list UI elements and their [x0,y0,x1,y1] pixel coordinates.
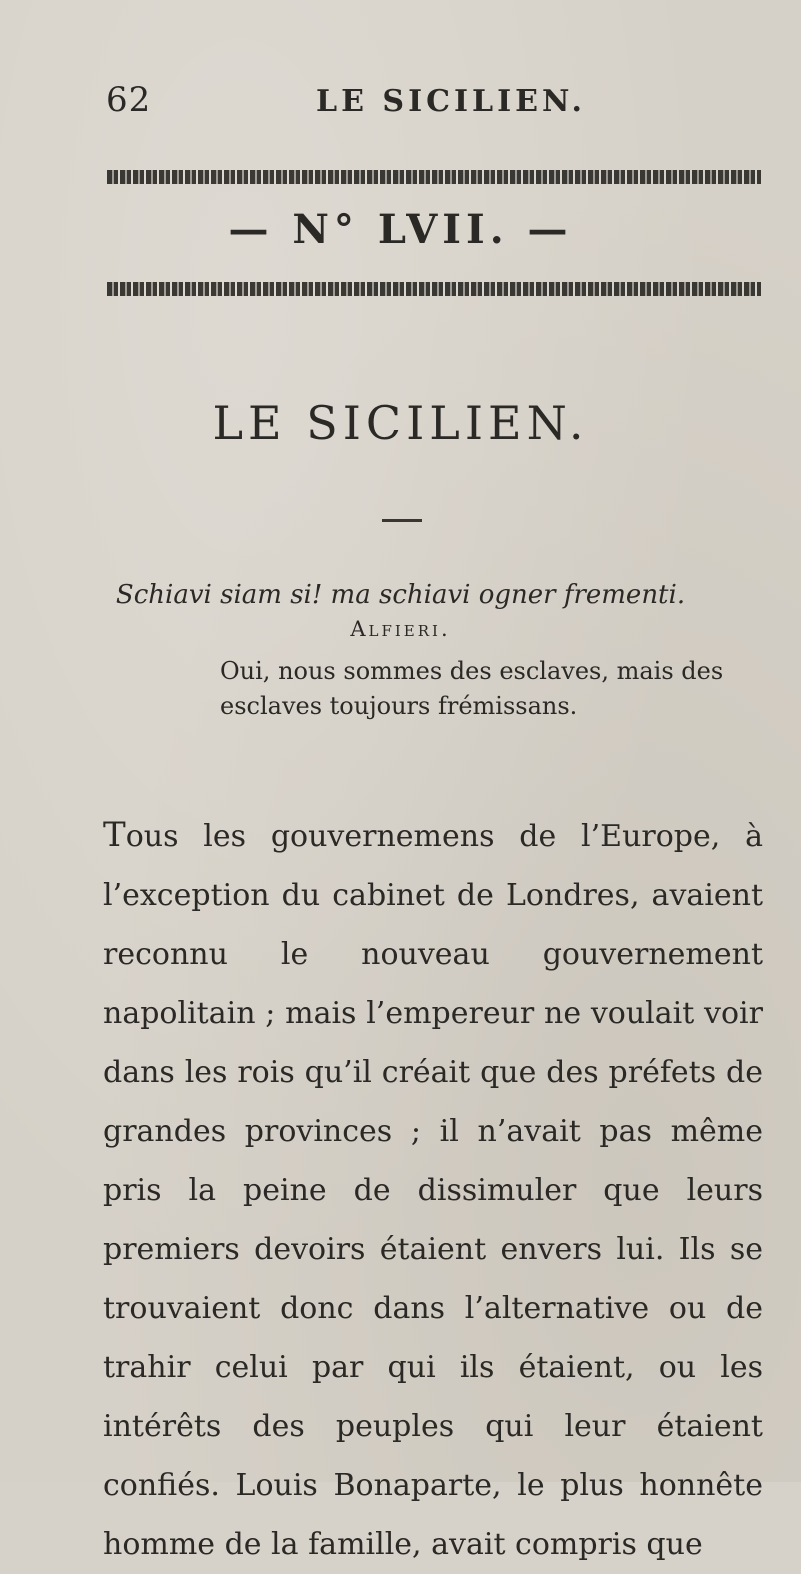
short-divider [382,519,422,522]
epigraph-quote: Schiavi siam si! ma schiavi ogner frementi. [115,580,686,610]
chapter-number-heading: — N° LVII. — [228,206,573,253]
paragraph-initial: T [103,815,126,855]
running-head [0,80,801,130]
body-paragraph [103,806,763,1574]
page-number: 62 [106,80,152,120]
ornamental-rule-bottom [107,282,761,296]
running-title: LE SICILIEN. [316,84,586,119]
epigraph-translation: Oui, nous sommes des esclaves, mais des esclaves toujours frémissans. [220,657,724,720]
epigraph-author: Alfieri. [350,617,451,641]
paragraph-text: ous les gouvernemens de l’Europe, à l’exception du cabinet de Londres, avaient reconnu le nouveau gouvernement napolitain ; mais l’empereur ne voulait voir dans les rois qu’il créait que des préfets de grandes provinces ; il n’avait pas même pris la peine de dissimuler que leurs premiers devoirs étaient envers lui. Ils se trouvaient donc dans l’alternative ou de trahir celui par qui ils étaient, ou les intérêts des peuples qui leur étaient confiés. Louis Bonaparte, le plus honnête homme de la famille, avait compris que [103,819,763,1562]
chapter-title: LE SICILIEN. [212,396,589,450]
ornamental-rule-top [107,170,761,184]
